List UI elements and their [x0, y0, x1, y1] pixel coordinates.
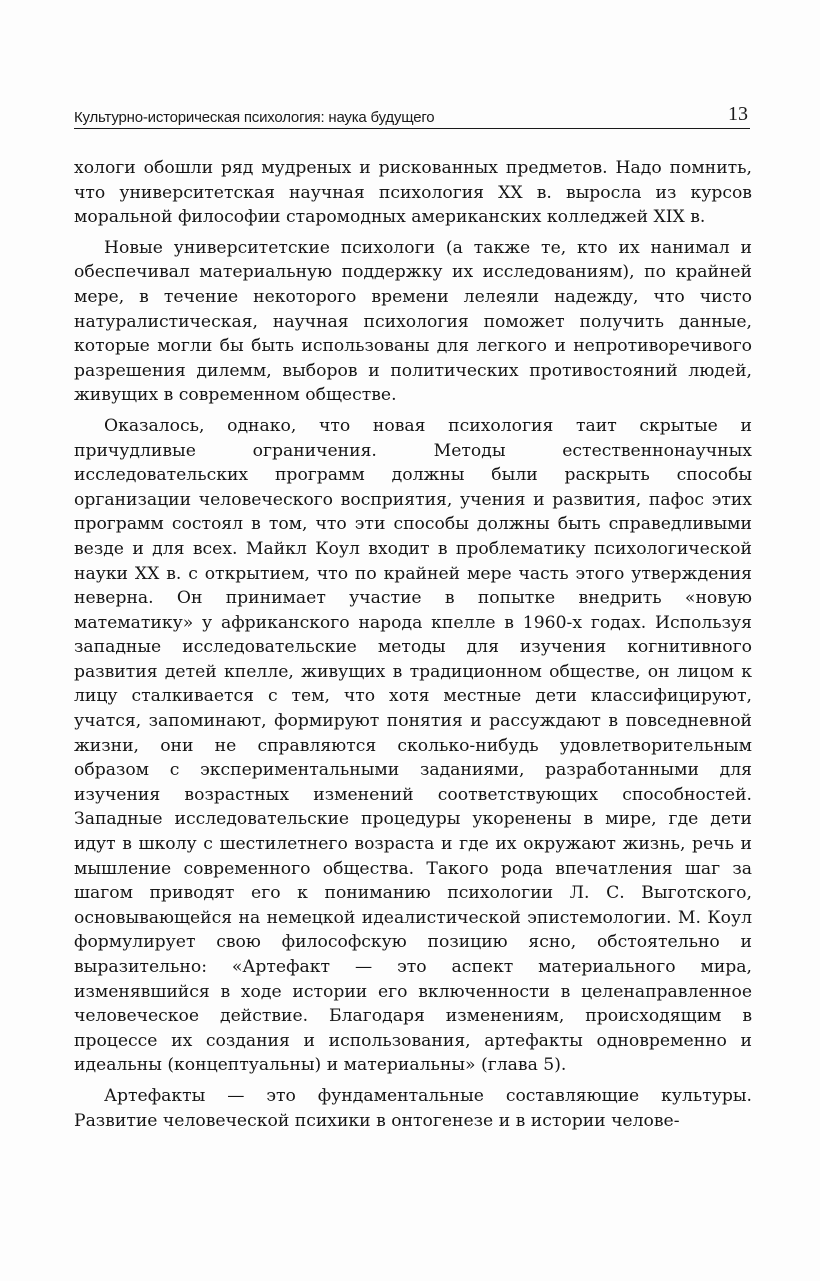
running-title: Культурно-историческая психология: наука будущего [74, 109, 435, 126]
paragraph-continuation: хологи обошли ряд мудреных и рискованных предметов. Надо помнить, что университетская научная психология XX в. выросла из курсов моральной философии старомодных американских колледжей XIX в. [74, 158, 752, 228]
running-header [74, 104, 750, 129]
paragraph: Артефакты — это фундаментальные составляющие культуры. Развитие человеческой психики в онтогенезе и в истории челове- [74, 1085, 752, 1131]
body-text [74, 156, 752, 1139]
paragraph: Оказалось, однако, что новая психология таит скрытые и причудливые ограничения. Методы естественнонаучных исследовательских программ должны были раскрыть способы организации человеческого восприятия, учения и развития, пафос этих программ состоял в том, что эти способы должны быть справедливыми везде и для всех. Майкл Коул входит в проблематику психологической науки XX в. с открытием, что по крайней мере часть этого утверждения неверна. Он принимает участие в попытке внедрить «новую математику» у африканского народа кпелле в 1960-х годах. Используя западные исследовательские методы для изучения когнитивного развития детей кпелле, живущих в традиционном обществе, он лицом к лицу сталкивается с тем, что хотя местные дети классифицируют, учатся, запоминают, формируют понятия и рассуждают в повседневной жизни, они не справляются сколько-нибудь удовлетворительным образом с экспериментальными заданиями, разработанными для изучения возрастных изменений соответствующих способностей. Западные исследовательские процедуры укоренены в мире, где дети идут в школу с шестилетнего возраста и где их окружают жизнь, речь и мышление современного общества. Такого рода впечатления шаг за шагом приводят его к пониманию психологии Л. С. Выготского, основывающейся на немецкой идеалистической эпистемологии. М. Коул формулирует свою философскую позицию ясно, обстоятельно и выразительно: «Артефакт — это аспект материального мира, изменявшийся в ходе истории его включенности в целенаправленное человеческое действие. Благодаря изменениям, происходящим в процессе их создания и использования, артефакты одновременно и идеальны (концептуальны) и материальны» (глава 5). [74, 415, 752, 1076]
page-number: 13 [728, 103, 748, 125]
paragraph: Новые университетские психологи (а также те, кто их нанимал и обеспечивал материальную поддержку их исследованиям), по крайней мере, в течение некоторого времени лелеяли надежду, что чисто натуралистическая, научная психология поможет получить данные, которые могли бы быть использованы для легкого и непротиворечивого разрешения дилемм, выборов и политических противостояний людей, живущих в современном обществе. [74, 237, 752, 406]
